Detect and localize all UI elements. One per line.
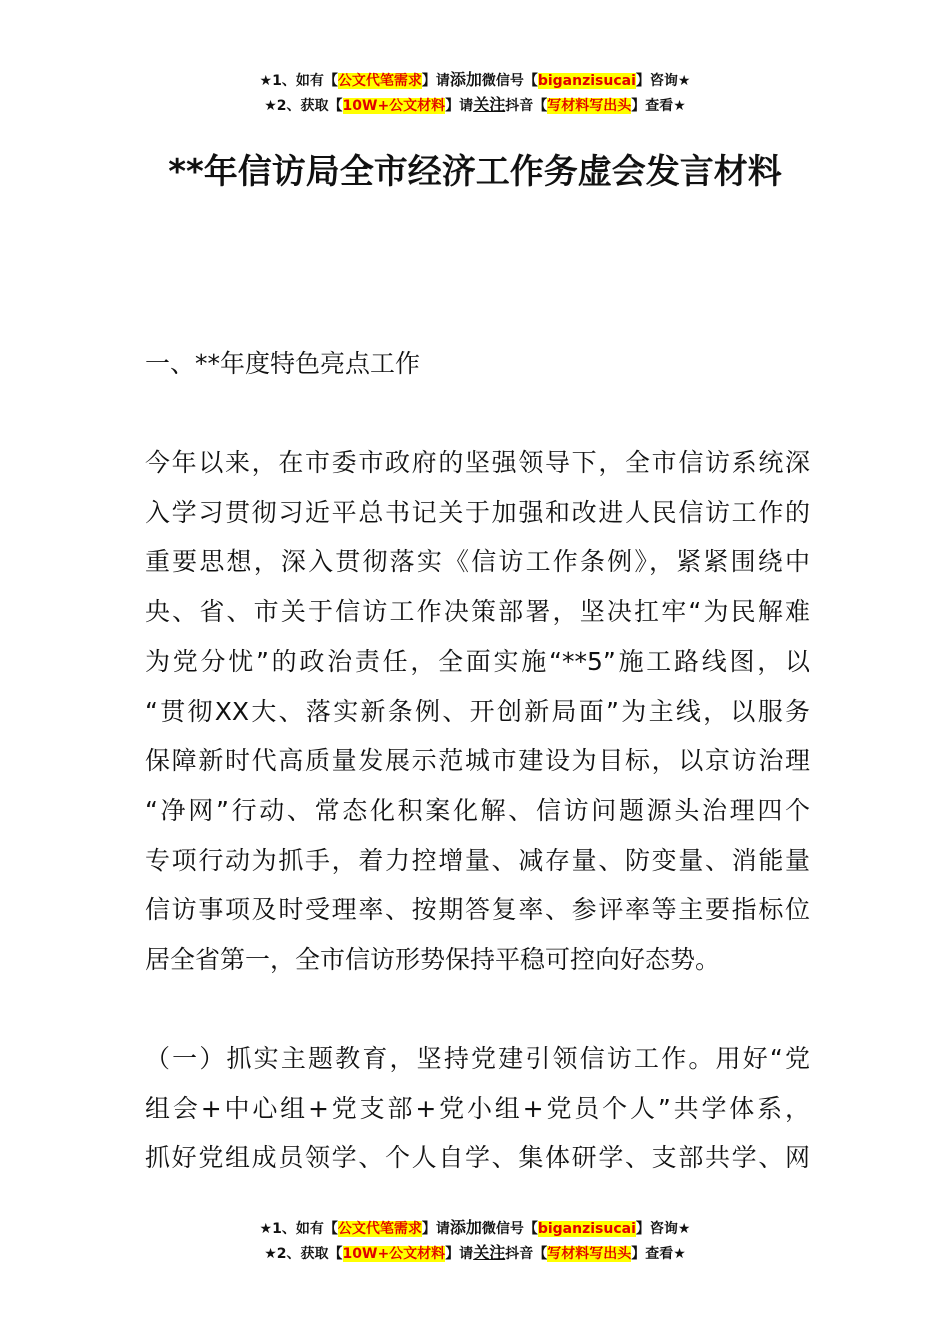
text-line: （一）抓实主题教育，坚持党建引领信访工作。用好“党 [145, 1044, 810, 1073]
highlight-materials: 10W+公文材料 [342, 1246, 446, 1262]
notice-line-1: ★1、如有【公文代笔需求】请添加微信号【biganzisucai】咨询★ [259, 1218, 691, 1237]
text-line: 央、省、市关于信访工作决策部署，坚决扛牢“为民解难 [145, 597, 810, 627]
highlight-service: 公文代笔需求 [337, 1221, 422, 1237]
highlight-douyin-id: 写材料写出头 [547, 1246, 632, 1262]
notice-line-1: ★1、如有【公文代笔需求】请添加微信号【biganzisucai】咨询★ [259, 70, 691, 89]
highlight-materials: 10W+公文材料 [342, 98, 446, 114]
document-title: **年信访局全市经济工作务虚会发言材料 [168, 152, 782, 192]
text-line: 抓好党组成员领学、个人自学、集体研学、支部共学、网 [145, 1143, 810, 1173]
text-line: 为党分忧”的政治责任，全面实施“**5”施工路线图，以 [145, 646, 810, 676]
notice-line-2: ★2、获取【10W+公文材料】请关注抖音【写材料写出头】查看★ [264, 95, 686, 114]
section-heading: 一、**年度特色亮点工作 [145, 349, 421, 378]
paragraph-intro [145, 438, 810, 985]
highlight-wechat-id: biganzisucai [537, 73, 636, 89]
notice-line-2: ★2、获取【10W+公文材料】请关注抖音【写材料写出头】查看★ [264, 1243, 686, 1262]
highlight-service: 公文代笔需求 [337, 73, 422, 89]
footer-notice [0, 1216, 950, 1266]
text-line: “贯彻XX大、落实新条例、开创新局面”为主线，以服务 [145, 696, 810, 726]
text-line: “净网”行动、常态化积案化解、信访问题源头治理四个 [145, 795, 810, 825]
text-line: 居全省第一，全市信访形势保持平稳可控向好态势。 [145, 945, 721, 975]
highlight-wechat-id: biganzisucai [537, 1221, 636, 1237]
text-line: 组会+中心组+党支部+党小组+党员个人”共学体系， [145, 1093, 810, 1123]
text-line: 信访事项及时受理率、按期答复率、参评率等主要指标位 [145, 895, 810, 925]
header-notice [0, 68, 950, 118]
highlight-douyin-id: 写材料写出头 [547, 98, 632, 114]
text-line: 保障新时代高质量发展示范城市建设为目标，以京访治理 [145, 746, 810, 776]
text-line: 入学习贯彻习近平总书记关于加强和改进人民信访工作的 [145, 497, 810, 527]
text-line: 专项行动为抓手，着力控增量、减存量、防变量、消能量 [145, 845, 810, 875]
paragraph-section-1 [145, 1034, 810, 1183]
text-line: 重要思想，深入贯彻落实《信访工作条例》，紧紧围绕中 [145, 547, 810, 577]
text-line: 今年以来，在市委市政府的坚强领导下，全市信访系统深 [145, 448, 810, 477]
